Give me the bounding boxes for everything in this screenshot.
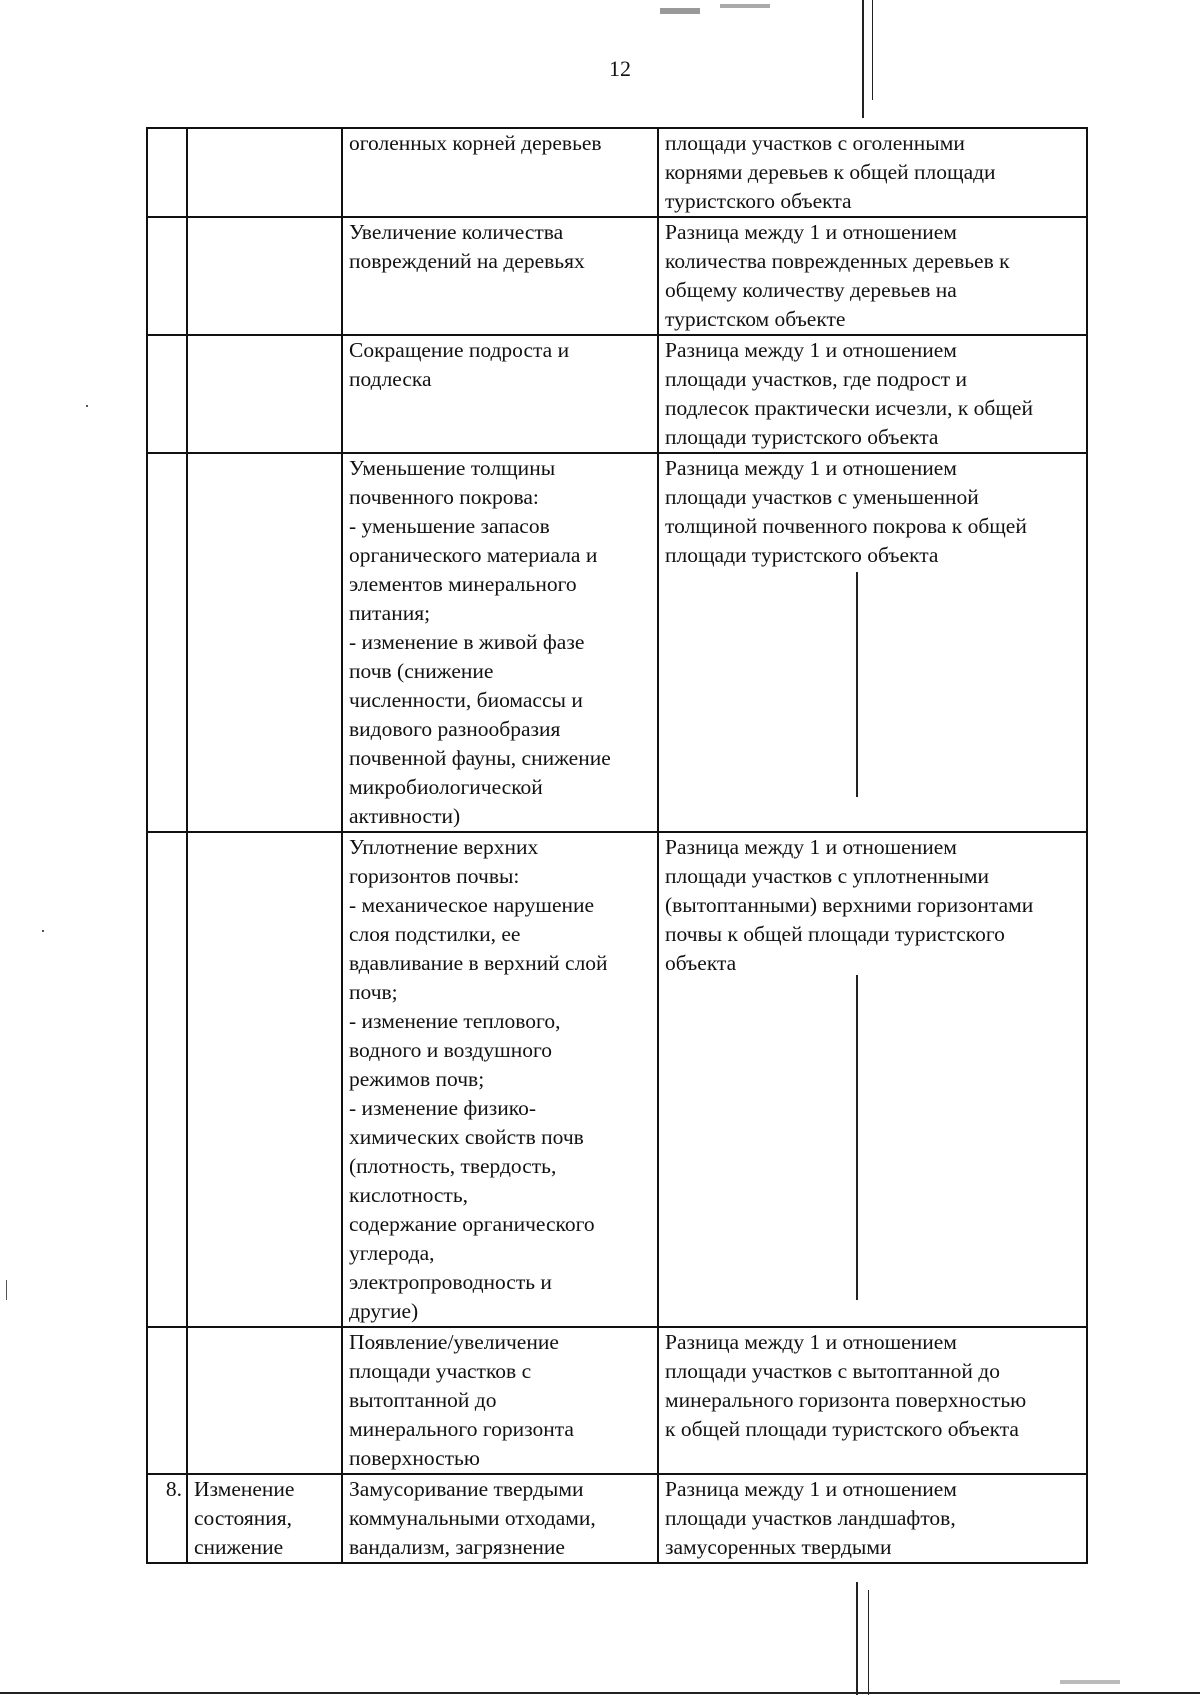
indicator-line: водного и воздушного (349, 1038, 553, 1062)
scan-artifact-line (856, 1582, 858, 1695)
method-line: количества поврежденных деревьев к (665, 249, 1010, 273)
table-row (147, 1474, 1087, 1563)
indicator-line: почвенной фауны, снижение (349, 746, 611, 770)
indicator-line: коммунальными отходами, (349, 1506, 596, 1530)
indicator-line: площади участков с (349, 1359, 532, 1383)
category-cell (187, 128, 342, 217)
indicator-line: горизонтов почвы: (349, 864, 520, 888)
scan-artifact-dot (42, 930, 44, 932)
scan-artifact-dot (720, 4, 770, 8)
row-number-cell (147, 453, 187, 832)
method-line: Разница между 1 и отношением (665, 835, 957, 859)
indicator-line: (плотность, твердость, (349, 1154, 557, 1178)
table-body (147, 128, 1087, 1563)
method-line: туристском объекте (665, 307, 846, 331)
indicators-table (146, 127, 1088, 1564)
method-cell (658, 335, 1087, 453)
scan-artifact-line (868, 1590, 869, 1695)
method-cell (658, 217, 1087, 335)
indicator-line: - изменение физико- (349, 1096, 537, 1120)
category-cell (187, 1474, 342, 1563)
indicator-line: Увеличение количества (349, 220, 564, 244)
table-row (147, 128, 1087, 217)
indicator-line: - изменение теплового, (349, 1009, 561, 1033)
method-line: замусоренных твердыми (665, 1535, 892, 1559)
indicator-line: - механическое нарушение (349, 893, 595, 917)
indicator-cell (342, 128, 658, 217)
method-line: корнями деревьев к общей площади (665, 160, 996, 184)
indicator-line: активности) (349, 804, 461, 828)
indicator-line: кислотность, (349, 1183, 468, 1207)
method-line: площади участков, где подрост и (665, 367, 967, 391)
row-number-cell (147, 217, 187, 335)
method-line: площади участков ландшафтов, (665, 1506, 956, 1530)
category-line: состояния, (194, 1506, 292, 1530)
scan-artifact-line (872, 0, 873, 100)
method-line: Разница между 1 и отношением (665, 456, 957, 480)
method-cell (658, 1474, 1087, 1563)
indicator-line: слоя подстилки, ее (349, 922, 521, 946)
page-number: 12 (609, 56, 631, 81)
row-number-cell (147, 128, 187, 217)
method-line: минерального горизонта поверхностью (665, 1388, 1027, 1412)
indicator-line: вдавливание в верхний слой (349, 951, 608, 975)
indicator-line: почв (снижение (349, 659, 494, 683)
category-cell (187, 453, 342, 832)
table-row (147, 217, 1087, 335)
indicator-line: углерода, (349, 1241, 435, 1265)
method-line: подлесок практически исчезли, к общей (665, 396, 1033, 420)
indicator-line: - изменение в живой фазе (349, 630, 585, 654)
indicator-line: видового разнообразия (349, 717, 561, 741)
category-line: Изменение (194, 1477, 295, 1501)
method-cell (658, 128, 1087, 217)
indicator-line: Появление/увеличение (349, 1330, 559, 1354)
table-row (147, 1327, 1087, 1474)
indicator-line: Уменьшение толщины (349, 456, 556, 480)
category-cell (187, 832, 342, 1327)
method-line: площади участков с уменьшенной (665, 485, 979, 509)
method-line: Разница между 1 и отношением (665, 1477, 957, 1501)
method-line: туристского объекта (665, 189, 852, 213)
method-line: площади участков с оголенными (665, 131, 965, 155)
indicator-line: химических свойств почв (349, 1125, 584, 1149)
indicator-line: питания; (349, 601, 431, 625)
indicator-cell (342, 453, 658, 832)
indicator-line: органического материала и (349, 543, 598, 567)
table-row (147, 453, 1087, 832)
indicator-line: вандализм, загрязнение (349, 1535, 565, 1559)
indicator-line: повреждений на деревьях (349, 249, 585, 273)
indicator-line: поверхностью (349, 1446, 480, 1470)
scan-artifact-line (856, 975, 858, 1300)
method-cell (658, 1327, 1087, 1474)
indicator-cell (342, 217, 658, 335)
row-number-cell: 8. (147, 1474, 187, 1563)
method-cell (658, 832, 1087, 1327)
category-line: снижение (194, 1535, 284, 1559)
indicator-line: минерального горизонта (349, 1417, 574, 1441)
indicator-line: режимов почв; (349, 1067, 485, 1091)
category-cell (187, 217, 342, 335)
method-line: объекта (665, 951, 737, 975)
indicator-cell (342, 335, 658, 453)
scan-artifact-line (862, 0, 864, 118)
indicator-line: численности, биомассы и (349, 688, 583, 712)
method-line: Разница между 1 и отношением (665, 220, 957, 244)
table-row (147, 832, 1087, 1327)
scan-artifact-dot (6, 1280, 7, 1300)
indicator-line: - уменьшение запасов (349, 514, 550, 538)
indicator-cell (342, 832, 658, 1327)
indicator-line: почв; (349, 980, 398, 1004)
scan-artifact-dot (86, 405, 88, 407)
indicator-line: Замусоривание твердыми (349, 1477, 584, 1501)
category-cell (187, 335, 342, 453)
method-line: почвы к общей площади туристского (665, 922, 1005, 946)
indicator-line: другие) (349, 1299, 419, 1323)
indicator-line: оголенных корней деревьев (349, 131, 602, 155)
category-cell (187, 1327, 342, 1474)
indicator-cell (342, 1327, 658, 1474)
method-line: к общей площади туристского объекта (665, 1417, 1019, 1441)
method-line: Разница между 1 и отношением (665, 338, 957, 362)
scan-artifact-line (0, 1692, 1200, 1694)
method-line: (вытоптанными) верхними горизонтами (665, 893, 1034, 917)
indicator-line: почвенного покрова: (349, 485, 539, 509)
method-line: площади участков с вытоптанной до (665, 1359, 1000, 1383)
scan-artifact-dot (660, 8, 700, 14)
row-number-cell (147, 832, 187, 1327)
indicator-line: Уплотнение верхних (349, 835, 539, 859)
method-line: толщиной почвенного покрова к общей (665, 514, 1027, 538)
row-number-cell (147, 335, 187, 453)
indicator-line: подлеска (349, 367, 432, 391)
indicator-line: содержание органического (349, 1212, 595, 1236)
method-line: площади туристского объекта (665, 425, 939, 449)
scan-artifact-dot (1060, 1680, 1120, 1684)
indicator-line: элементов минерального (349, 572, 577, 596)
method-cell (658, 453, 1087, 832)
indicator-line: вытоптанной до (349, 1388, 497, 1412)
indicator-line: Сокращение подроста и (349, 338, 570, 362)
row-number-cell (147, 1327, 187, 1474)
method-line: общему количеству деревьев на (665, 278, 957, 302)
indicator-line: микробиологической (349, 775, 543, 799)
table-row (147, 335, 1087, 453)
method-line: Разница между 1 и отношением (665, 1330, 957, 1354)
method-line: площади участков с уплотненными (665, 864, 989, 888)
indicator-line: электропроводность и (349, 1270, 552, 1294)
scan-artifact-line (856, 572, 858, 797)
method-line: площади туристского объекта (665, 543, 939, 567)
indicator-cell (342, 1474, 658, 1563)
